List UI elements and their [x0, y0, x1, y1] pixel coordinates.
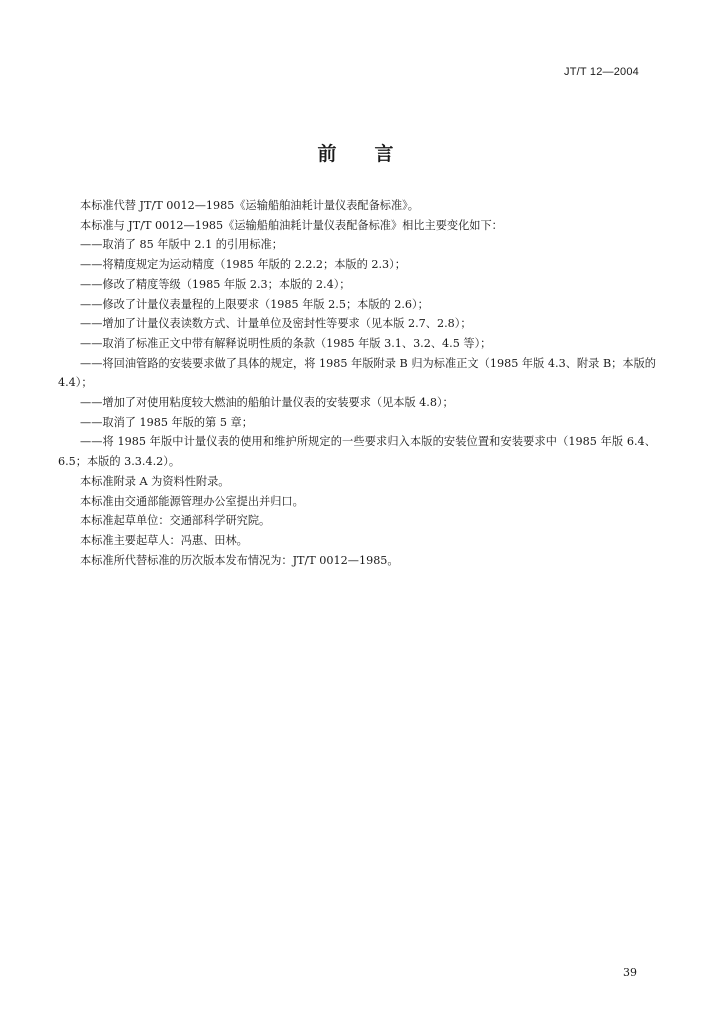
- page-title: 前 言: [317, 143, 394, 165]
- change-item: ——增加了对使用粘度较大燃油的船舶计量仪表的安装要求（见本版 4.8）；: [80, 396, 454, 410]
- change-item: ——将回油管路的安装要求做了具体的规定，将 1985 年版附录 B 归为标准正文（1985 年版 4.3、附录 B；本版的 4.4）；: [58, 356, 656, 390]
- change-item: ——取消了标准正文中带有解释说明性质的条款（1985 年版 3.1、3.2、4.5 等）；: [80, 336, 492, 350]
- paragraph-drafting-unit: 本标准起草单位：交通部科学研究院。: [80, 514, 271, 528]
- change-item: ——增加了计量仪表读数方式、计量单位及密封性等要求（见本版 2.7、2.8）；: [80, 317, 472, 331]
- change-item: ——修改了计量仪表量程的上限要求（1985 年版 2.5；本版的 2.6）；: [80, 297, 429, 311]
- paragraph-proposer: 本标准由交通部能源管理办公室提出并归口。: [80, 494, 304, 508]
- paragraph-changes-intro: 本标准与 JT/T 0012—1985《运输船舶油耗计量仪表配备标准》相比主要变化如下：: [80, 218, 503, 232]
- paragraph-replaces: 本标准代替 JT/T 0012—1985《运输船舶油耗计量仪表配备标准》。: [80, 199, 419, 212]
- standard-code: JT/T 12—2004: [564, 66, 639, 78]
- change-item: ——修改了精度等级（1985 年版 2.3；本版的 2.4）；: [80, 277, 351, 291]
- change-item: ——将精度规定为运动精度（1985 年版的 2.2.2；本版的 2.3）；: [80, 258, 406, 272]
- paragraph-history: 本标准所代替标准的历次版本发布情况为：JT/T 0012—1985。: [80, 553, 399, 567]
- paragraph-drafters: 本标准主要起草人：冯惠、田林。: [80, 533, 248, 547]
- change-item: ——取消了 85 年版中 2.1 的引用标准；: [80, 238, 283, 252]
- change-item: ——将 1985 年版中计量仪表的使用和维护所规定的一些要求归入本版的安装位置和安装要求中（1985 年版 6.4、6.5；本版的 3.3.4.2）。: [58, 435, 656, 469]
- foreword-body: [58, 196, 656, 570]
- paragraph-appendix: 本标准附录 A 为资料性附录。: [80, 474, 230, 488]
- page-number: 39: [623, 966, 637, 979]
- change-item: ——取消了 1985 年版的第 5 章；: [80, 415, 253, 429]
